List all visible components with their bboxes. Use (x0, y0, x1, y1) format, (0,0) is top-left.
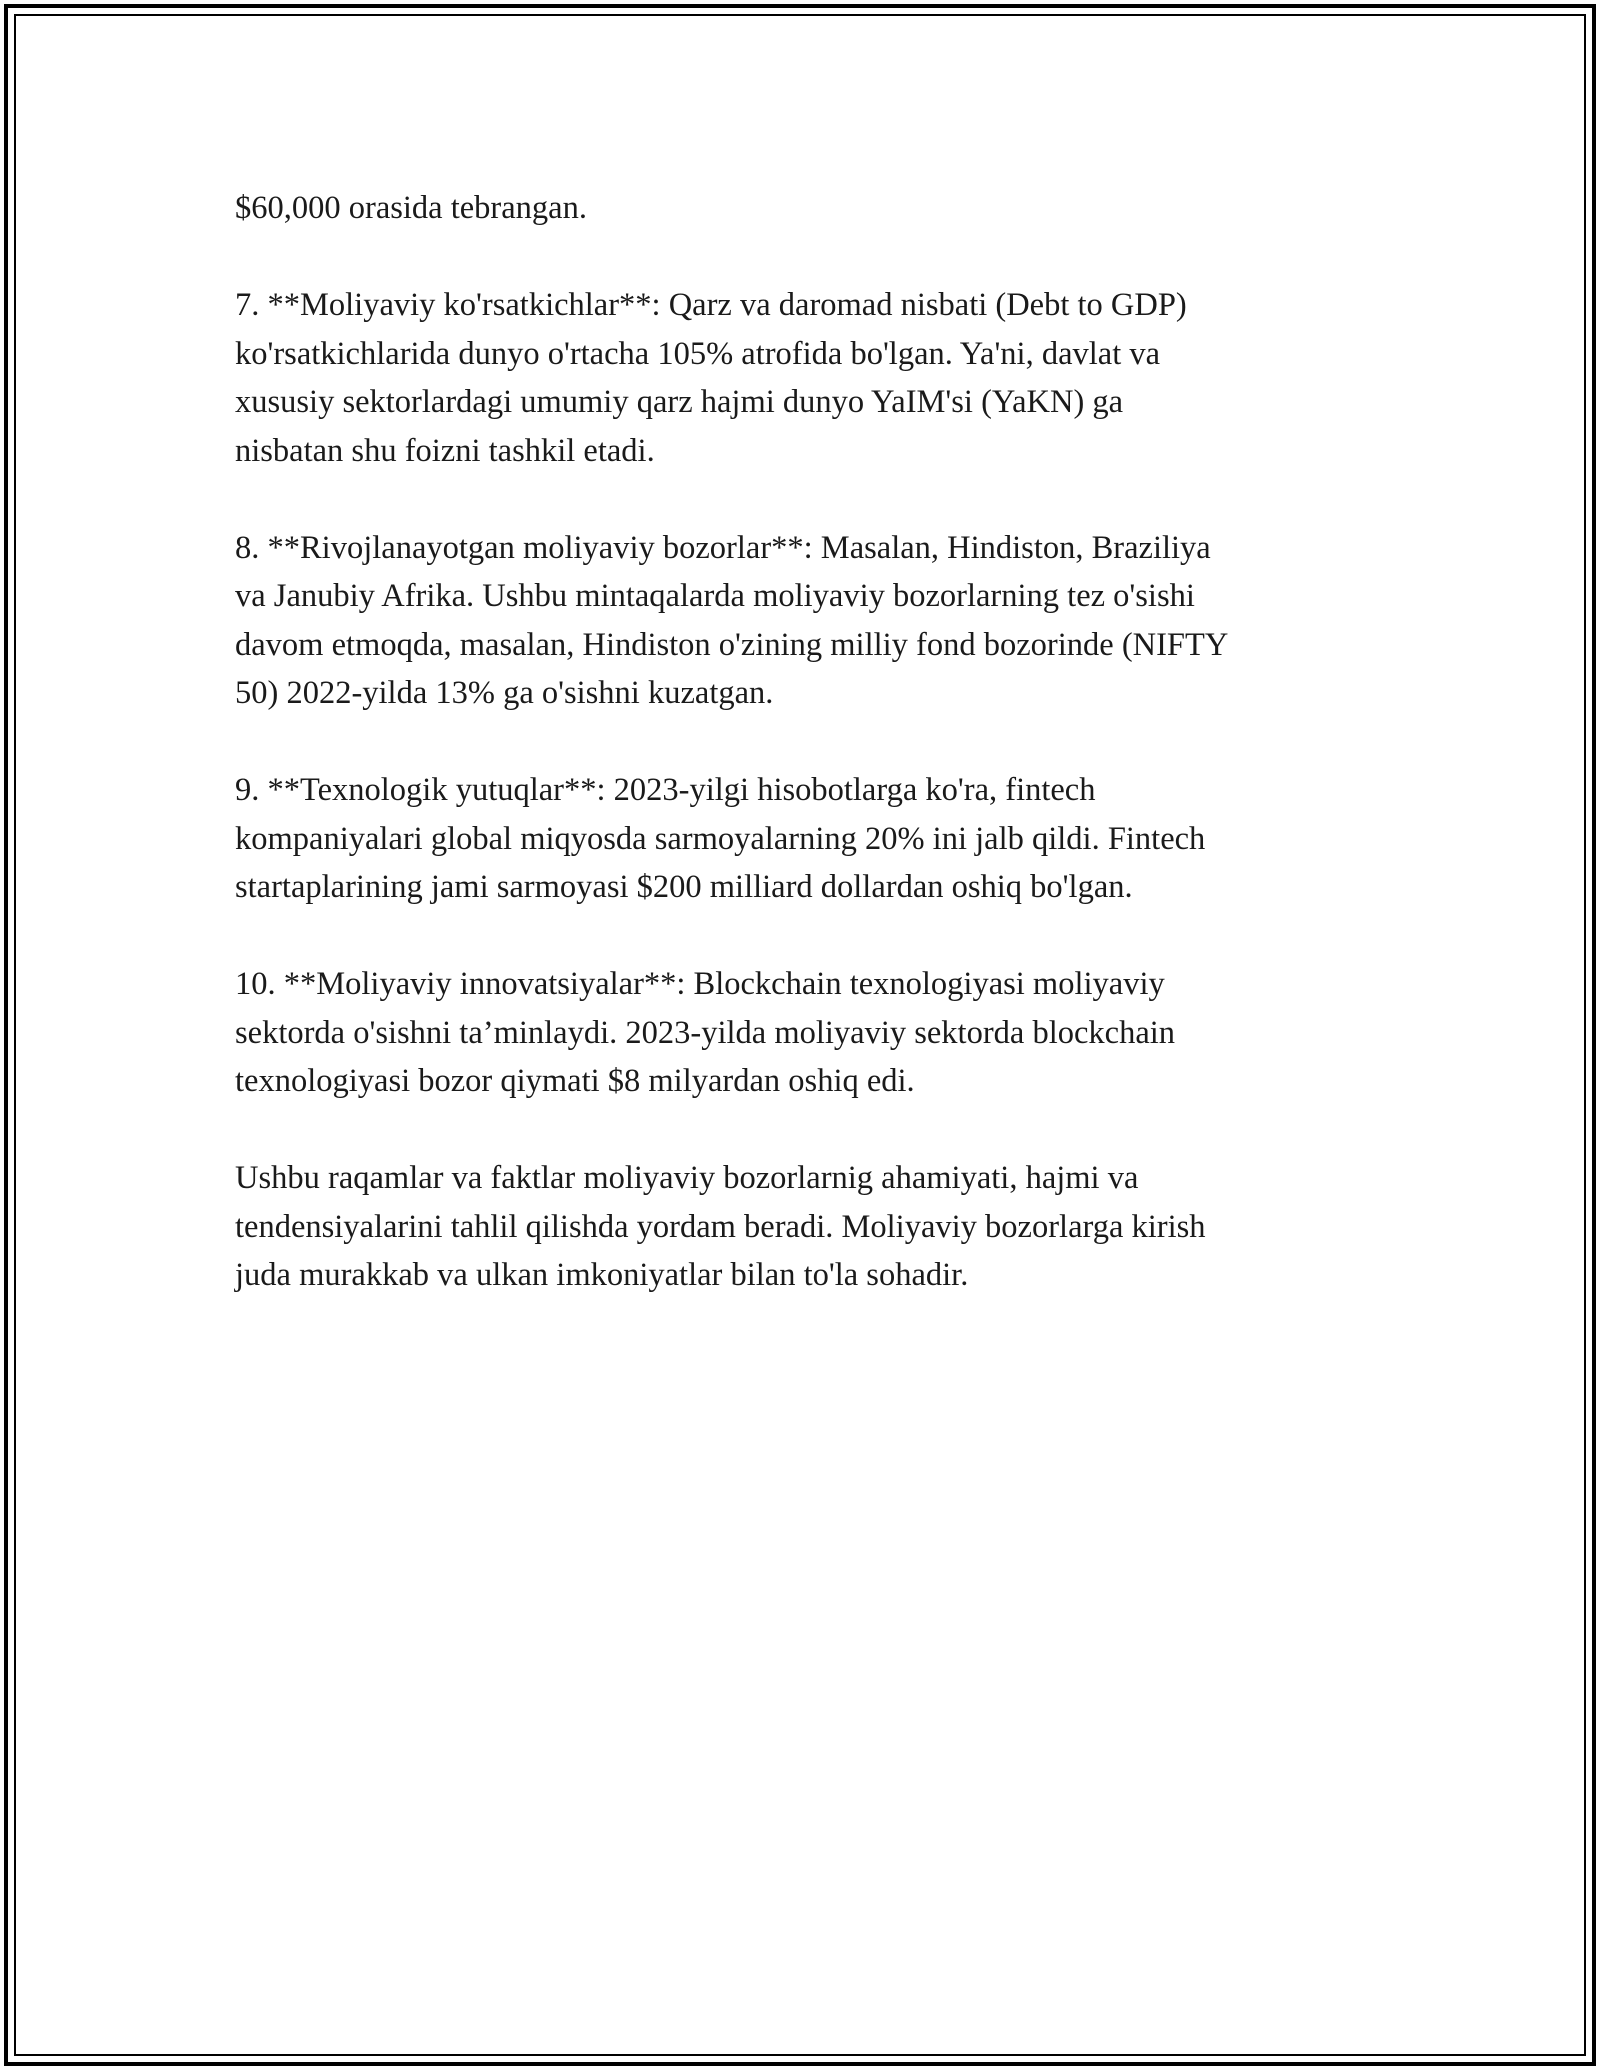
paragraph-item-8: 8. **Rivojlanayotgan moliyaviy bozorlar**: Masalan, Hindiston, Braziliya va Janubiy Afrika. Ushbu mintaqalarda moliyaviy bozorlarning tez o'sishi davom etmoqda, masalan, Hindiston o'zining milliy fond bozorinde (NIFTY 50) 2022-yilda 13% ga o'sishni kuzatgan. (235, 529, 1229, 711)
paragraph-item-9: 9. **Texnologik yutuqlar**: 2023-yilgi hisobotlarga ko'ra, fintech kompaniyalari global miqyosda sarmoyalarning 20% ini jalb qildi. Fintech startaplarining jami sarmoyasi $200 milliard dollardan oshiq bo'lgan. (235, 772, 1206, 905)
paragraph-continuation: $60,000 orasida tebrangan. (235, 190, 587, 226)
document-body (235, 184, 1375, 1348)
paragraph-item-7: 7. **Moliyaviy ko'rsatkichlar**: Qarz va daromad nisbati (Debt to GDP) ko'rsatkichlarida dunyo o'rtacha 105% atrofida bo'lgan. Ya'ni, davlat va xususiy sektorlardagi umumiy qarz hajmi dunyo YaIM'si (YaKN) ga nisbatan shu foizni tashkil etadi. (235, 287, 1187, 469)
paragraph-item-10: 10. **Moliyaviy innovatsiyalar**: Blockchain texnologiyasi moliyaviy sektorda o'sishni ta’minlaydi. 2023-yilda moliyaviy sektorda blockchain texnologiyasi bozor qiymati $8 milyardan oshiq edi. (235, 966, 1176, 1099)
paragraph-conclusion: Ushbu raqamlar va faktlar moliyaviy bozorlarnig ahamiyati, hajmi va tendensiyalarini tahlil qilishda yordam beradi. Moliyaviy bozorlarga kirish juda murakkab va ulkan imkoniyatlar bilan to'la sohadir. (235, 1160, 1206, 1293)
